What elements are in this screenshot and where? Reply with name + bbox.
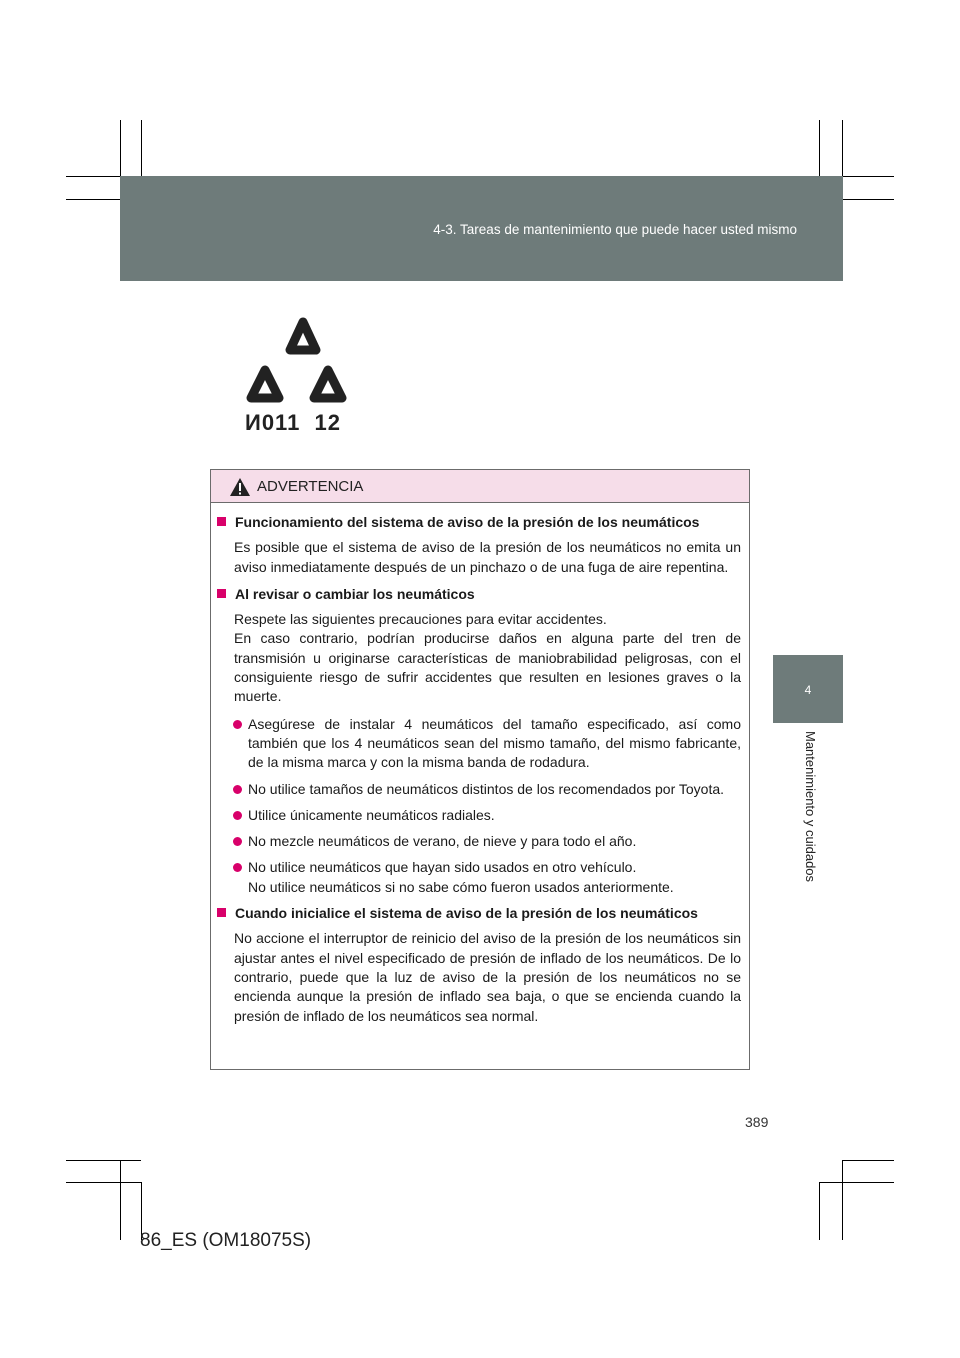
- round-bullet-icon: [233, 811, 242, 820]
- warning-icon: [229, 477, 251, 497]
- warning-box: [210, 469, 750, 1070]
- section-header: [120, 176, 843, 281]
- symbol-code: И011 12: [245, 410, 341, 435]
- section-text: Respete las siguientes precauciones para evitar accidentes. En caso contrario, podrían producirse daños en alguna parte del tren de transmisión u originarse características de maniobrabilidad peligrosas, con el consiguiente riesgo de sufrir accidentes que resulten en lesiones graves o la muerte.: [234, 611, 741, 705]
- crop-mark: [842, 1160, 894, 1161]
- section-heading: Al revisar o cambiar los neumáticos: [217, 585, 741, 604]
- chapter-tab: [773, 655, 843, 723]
- round-bullet-icon: [233, 720, 242, 729]
- list-item: No utilice neumáticos que hayan sido usados en otro vehículo. No utilice neumáticos si no sabe cómo fueron usados anteriormente.: [217, 858, 741, 897]
- warning-header: [211, 470, 749, 503]
- warning-title: ADVERTENCIA: [257, 478, 364, 495]
- chapter-number: 4: [804, 683, 812, 697]
- section-title: 4-3. Tareas de mantenimiento que puede hacer usted mismo: [433, 222, 797, 237]
- crop-mark: [66, 1182, 141, 1183]
- section-text: No accione el interruptor de reinicio del aviso de la presión de los neumáticos sin ajustar antes el nivel especificado de presión de inflado de los neumáticos. De lo contrario, puede que la luz de aviso de la presión de los neumáticos no se encienda aunque la presión de inflado sea baja, o que se encienda cuando la presión de inflado de los neumáticos sea normal.: [234, 930, 741, 1024]
- square-bullet-icon: [217, 517, 226, 526]
- document-code: 86_ES (OM18075S): [140, 1230, 312, 1251]
- crop-mark: [842, 1160, 843, 1240]
- square-bullet-icon: [217, 908, 226, 917]
- crop-mark: [819, 1182, 820, 1240]
- round-bullet-icon: [233, 863, 242, 872]
- tire-marking-symbol: [233, 310, 353, 435]
- list-item: No mezcle neumáticos de verano, de nieve y para todo el año.: [217, 832, 741, 851]
- crop-mark: [120, 1160, 121, 1240]
- list-item: Utilice únicamente neumáticos radiales.: [217, 806, 741, 825]
- list-item: Asegúrese de instalar 4 neumáticos del tamaño especificado, así como también que los 4 neumáticos sean del mismo tamaño, del mismo fabricante, de la misma marca y con la misma banda de rodadura.: [217, 715, 741, 773]
- crop-mark: [66, 1160, 141, 1161]
- round-bullet-icon: [233, 837, 242, 846]
- square-bullet-icon: [217, 589, 226, 598]
- section-heading: Funcionamiento del sistema de aviso de la presión de los neumáticos: [217, 513, 741, 532]
- triangles-icon: [233, 310, 353, 410]
- section-text: Es posible que el sistema de aviso de la presión de los neumáticos no emita un aviso inmediatamente después de un pinchazo o de una fuga de aire repentina.: [234, 539, 741, 575]
- section-heading: Cuando inicialice el sistema de aviso de la presión de los neumáticos: [217, 904, 741, 923]
- chapter-label: Mantenimiento y cuidados: [803, 731, 818, 883]
- round-bullet-icon: [233, 785, 242, 794]
- warning-body: [211, 503, 749, 1026]
- page-number: 389: [745, 1114, 769, 1130]
- crop-mark: [819, 1182, 894, 1183]
- list-item: No utilice tamaños de neumáticos distintos de los recomendados por Toyota.: [217, 780, 741, 799]
